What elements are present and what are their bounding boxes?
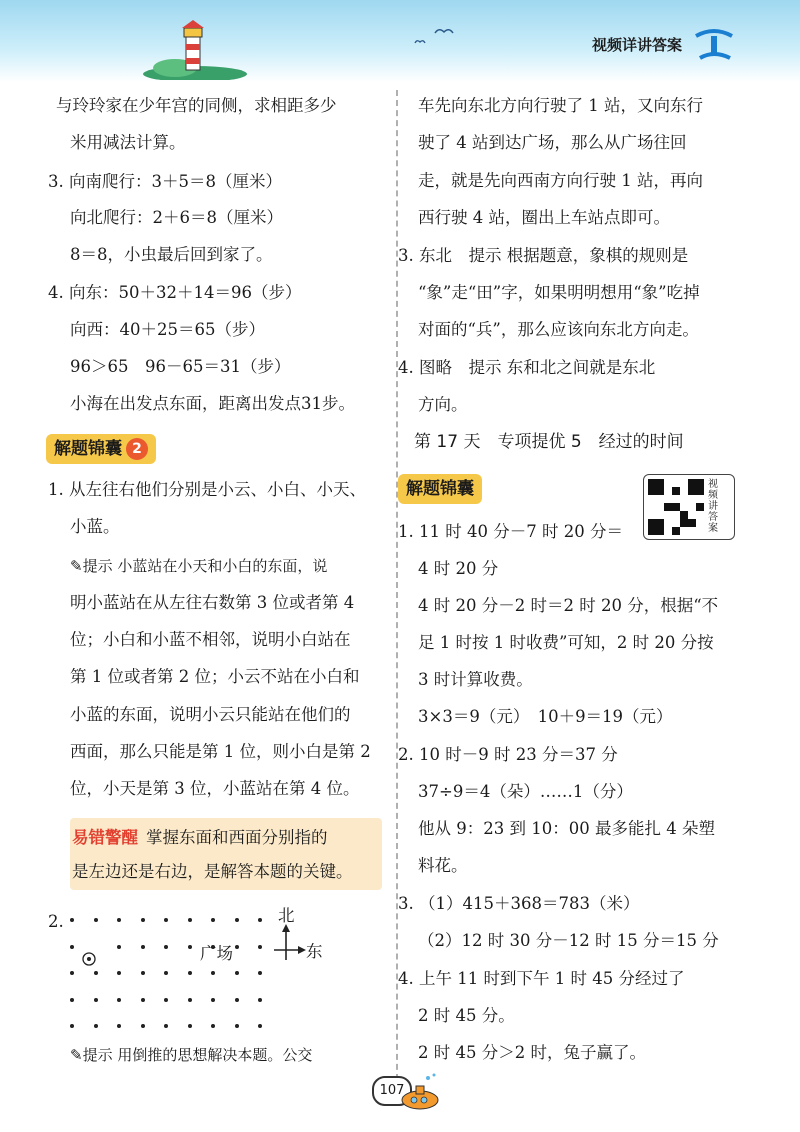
left-line: 米用减法计算。: [70, 133, 186, 152]
grid-dot: [141, 971, 145, 975]
grid-dot: [117, 998, 121, 1002]
grid-dot: [188, 998, 192, 1002]
left-line: 向北爬行：2＋6＝8（厘米）: [70, 208, 283, 227]
right-q-line: 2 时 45 分。: [418, 1006, 515, 1025]
qr-caption: 视频讲答案: [708, 479, 718, 534]
compass-east-label: 东: [306, 942, 323, 961]
grid-dot: [235, 918, 239, 922]
grid-dot: [235, 971, 239, 975]
grid-dot: [211, 998, 215, 1002]
left-line: 与玲玲家在少年宫的同侧，求相距多少: [56, 96, 337, 115]
grid-dot: [235, 945, 239, 949]
hint-icon: ✎: [70, 557, 83, 575]
grid-dot: [258, 945, 262, 949]
left-q1-line: 位，小天是第 3 位，小蓝站在第 4 位。: [70, 779, 360, 798]
left-q1-line: 第 1 位或者第 2 位；小云不站在小白和: [70, 667, 360, 686]
q2-hint: ✎提示 用倒推的思想解决本题。公交: [70, 1046, 313, 1064]
q2-number: 2.: [48, 912, 64, 931]
right-line: 车先向东北方向行驶了 1 站，又向东行: [418, 96, 703, 115]
grid-label-square: 广场: [200, 944, 233, 963]
left-line: 3. 向南爬行：3＋5＝8（厘米）: [48, 172, 282, 191]
left-line: 向西：40＋25＝65（步）: [70, 320, 265, 339]
right-line: 走，就是先向西南方向行驶 1 站，再向: [418, 171, 703, 190]
grid-dot: [117, 971, 121, 975]
grid-dot: [211, 918, 215, 922]
start-marker-icon: [82, 952, 96, 966]
right-q-line: 3 时计算收费。: [418, 670, 533, 689]
grid-dot: [164, 918, 168, 922]
grid-dot: [235, 998, 239, 1002]
grid-dot: [188, 971, 192, 975]
compass-icon: [270, 924, 306, 964]
right-q-line: 4. 上午 11 时到下午 1 时 45 分经过了: [398, 969, 685, 988]
header-title: 视频详讲答案: [591, 36, 682, 54]
grid-dot: [164, 998, 168, 1002]
left-q1-line: 小蓝。: [70, 517, 120, 536]
grid-dot: [94, 998, 98, 1002]
right-q-line: 1. 11 时 40 分－7 时 20 分＝: [398, 522, 623, 541]
grid-dot: [235, 1024, 239, 1028]
section-number-badge: 2: [126, 438, 148, 460]
grid-dot: [258, 998, 262, 1002]
bird-icon: [434, 26, 454, 36]
right-line: 西行驶 4 站，圈出上车站点即可。: [418, 208, 670, 227]
grid-dot: [211, 971, 215, 975]
page-number: 107: [372, 1076, 412, 1106]
left-line: 96＞65 96－65＝31（步）: [70, 357, 291, 376]
right-line: 4. 图略 提示 东和北之间就是东北: [398, 358, 656, 377]
grid-dot: [141, 1024, 145, 1028]
day-title: 第 17 天 专项提优 5 经过的时间: [414, 432, 684, 452]
grid-dot: [188, 1024, 192, 1028]
grid-dot: [164, 971, 168, 975]
grid-dot: [211, 1024, 215, 1028]
right-line: 方向。: [418, 395, 468, 414]
grid-dot: [141, 945, 145, 949]
qr-code[interactable]: [643, 474, 735, 540]
grid-dot: [188, 945, 192, 949]
section-tag: 解题锦囊: [398, 474, 482, 504]
grid-dot: [94, 918, 98, 922]
video-badge-icon: [692, 22, 736, 66]
warning-line: 是左边还是右边，是解答本题的关键。: [72, 862, 353, 881]
submarine-icon: [398, 1072, 442, 1112]
left-q1-line: 1. 从左往右他们分别是小云、小白、小天、: [48, 480, 366, 499]
left-line: 小海在出发点东面，距离出发点31步。: [70, 394, 355, 413]
right-line: 驶了 4 站到达广场，那么从广场往回: [418, 133, 687, 152]
section-tag-label: 解题锦囊: [54, 439, 122, 459]
section-tag: [46, 434, 156, 464]
right-line: “象”走“田”字，如果明明想用“象”吃掉: [418, 283, 700, 302]
column-divider: [396, 90, 398, 1090]
left-line: 8＝8，小虫最后回到家了。: [70, 245, 273, 264]
right-q-line: 他从 9：23 到 10：00 最多能扎 4 朵塑: [418, 819, 715, 838]
right-q-line: 2. 10 时－9 时 23 分＝37 分: [398, 745, 618, 764]
warning-line: 易错警醒 掌握东面和西面分别指的: [72, 828, 328, 847]
grid-dot: [258, 1024, 262, 1028]
right-line: 3. 东北 提示 根据题意，象棋的规则是: [398, 246, 689, 265]
grid-dot: [141, 998, 145, 1002]
right-line: 对面的“兵”，那么应该向东北方向走。: [418, 320, 699, 339]
qr-code-icon: [648, 479, 704, 535]
left-line: 4. 向东：50＋32＋14＝96（步）: [48, 283, 302, 302]
right-q-line: 2 时 45 分＞2 时，兔子赢了。: [418, 1043, 646, 1062]
right-q-line: 料花。: [418, 856, 468, 875]
grid-dot: [70, 1024, 74, 1028]
bird-icon: [414, 38, 426, 45]
left-q1-line: 西面，那么只能是第 1 位，则小白是第 2: [70, 742, 371, 761]
header-banner: [0, 0, 800, 82]
grid-dot: [70, 918, 74, 922]
left-q1-hint: ✎提示 小蓝站在小天和小白的东面，说: [70, 557, 328, 575]
right-q-line: 3. （1）415＋368＝783（米）: [398, 894, 640, 913]
warning-label: 易错警醒: [72, 828, 138, 847]
grid-dot: [70, 971, 74, 975]
grid-dot: [94, 1024, 98, 1028]
grid-dot: [94, 971, 98, 975]
hint-icon: ✎: [70, 1046, 83, 1064]
grid-dot: [164, 1024, 168, 1028]
right-q-line: （2）12 时 30 分－12 时 15 分＝15 分: [418, 931, 719, 950]
grid-dot: [188, 918, 192, 922]
grid-dot: [258, 918, 262, 922]
grid-dot: [70, 945, 74, 949]
grid-dot: [117, 1024, 121, 1028]
grid-dot: [141, 918, 145, 922]
grid-dot: [70, 998, 74, 1002]
grid-dot: [258, 971, 262, 975]
lighthouse-illustration: [140, 18, 250, 80]
grid-dot: [117, 918, 121, 922]
compass-north-label: 北: [278, 906, 295, 925]
right-q-line: 4 时 20 分: [418, 559, 499, 578]
right-q-line: 足 1 时按 1 时收费”可知，2 时 20 分按: [418, 633, 714, 652]
grid-dot: [164, 945, 168, 949]
left-q1-line: 明小蓝站在从左往右数第 3 位或者第 4: [70, 593, 355, 612]
grid-dot: [117, 945, 121, 949]
right-q-line: 3×3＝9（元） 10＋9＝19（元）: [418, 707, 673, 726]
right-q-line: 4 时 20 分－2 时＝2 时 20 分，根据“不: [418, 596, 719, 615]
left-q1-line: 小蓝的东面，说明小云只能站在他们的: [70, 705, 351, 724]
right-q-line: 37÷9＝4（朵）……1（分）: [418, 782, 633, 801]
left-q1-line: 位；小白和小蓝不相邻，说明小白站在: [70, 630, 351, 649]
